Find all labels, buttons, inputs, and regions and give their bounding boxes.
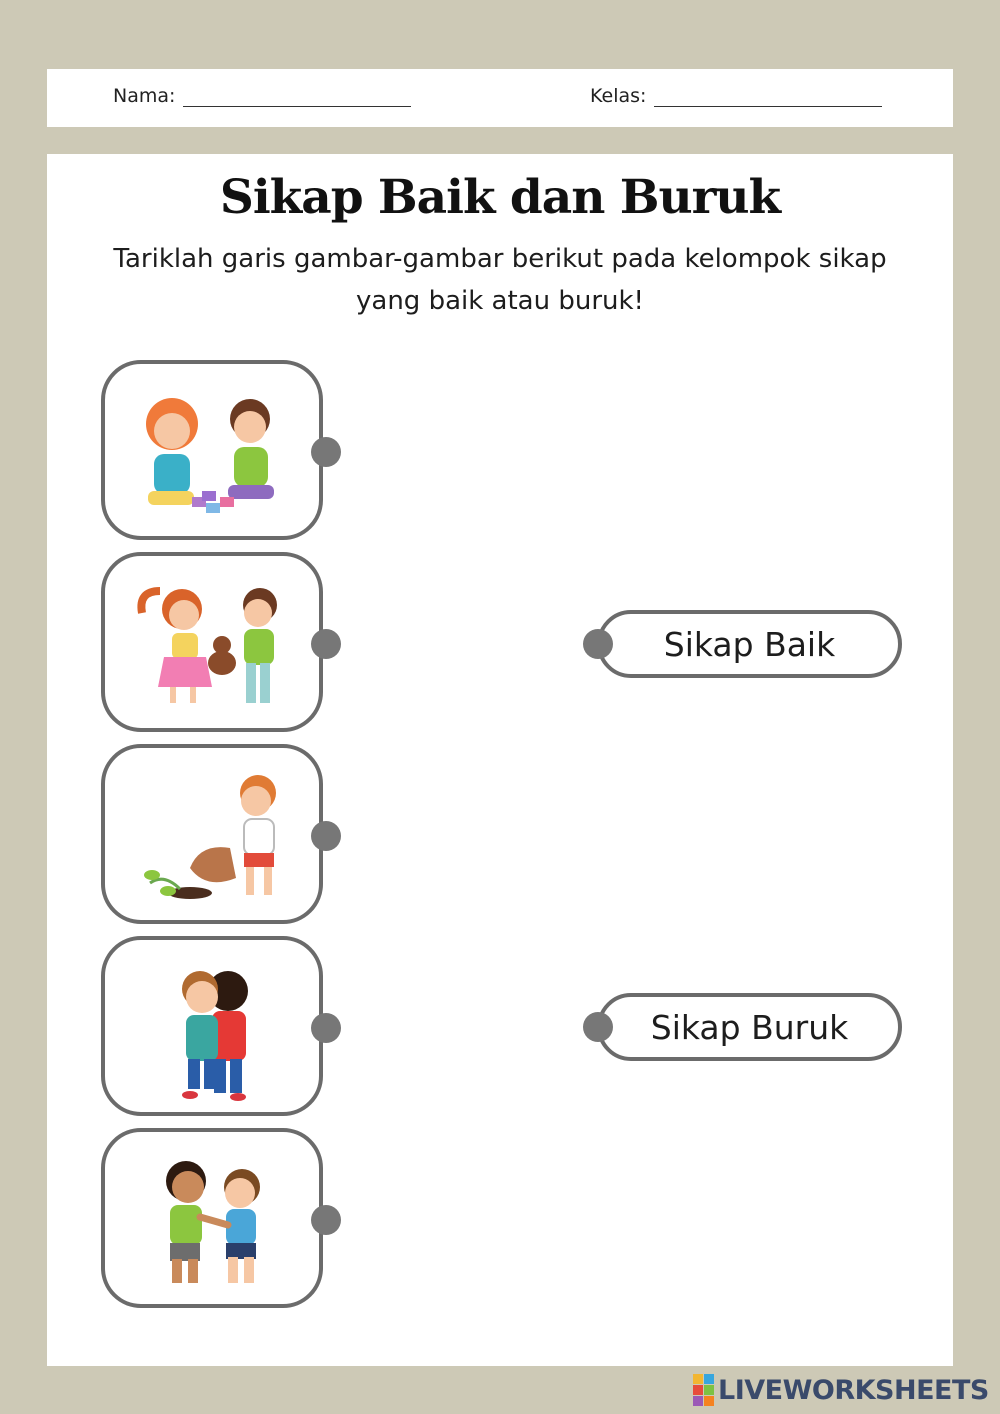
picture-card-breaking-flowerpot (101, 744, 323, 924)
connector-dot-card-2[interactable] (311, 629, 341, 659)
picture-card-fighting-over-teddy (101, 552, 323, 732)
student-info-bar (47, 69, 953, 127)
liveworksheets-watermark (693, 1374, 989, 1406)
name-label: Nama: (113, 85, 176, 107)
class-input-line[interactable] (654, 86, 882, 107)
name-input-line[interactable] (183, 86, 411, 107)
watermark-brand-text: LIVEWORKSHEETS (718, 1374, 989, 1406)
worksheet-instruction: Tariklah garis gambar-gambar berikut pada kelompok sikap yang baik atau buruk! (113, 244, 887, 316)
picture-card-boys-fighting (101, 1128, 323, 1308)
class-field (590, 85, 882, 107)
connector-dot-sikap-buruk[interactable] (583, 1012, 613, 1042)
connector-dot-sikap-baik[interactable] (583, 629, 613, 659)
worksheet-title: Sikap Baik dan Buruk (219, 170, 781, 225)
target-sikap-baik[interactable] (597, 610, 902, 678)
kids-hugging-icon (130, 955, 300, 1105)
target-sikap-buruk[interactable] (597, 993, 902, 1061)
target-sikap-buruk-label: Sikap Buruk (650, 1007, 849, 1047)
name-field (113, 85, 411, 107)
class-label: Kelas: (590, 85, 647, 107)
connector-dot-card-3[interactable] (311, 821, 341, 851)
picture-card-sharing-toys (101, 360, 323, 540)
boys-fighting-icon (130, 1147, 300, 1297)
kids-fighting-over-teddy-icon (130, 571, 300, 721)
connector-dot-card-1[interactable] (311, 437, 341, 467)
kids-sharing-toys-icon (130, 379, 300, 529)
boy-breaking-flowerpot-icon (130, 763, 300, 913)
target-sikap-baik-label: Sikap Baik (663, 624, 836, 664)
connector-dot-card-5[interactable] (311, 1205, 341, 1235)
connector-dot-card-4[interactable] (311, 1013, 341, 1043)
liveworksheets-logo-icon (693, 1374, 714, 1406)
picture-card-hugging (101, 936, 323, 1116)
